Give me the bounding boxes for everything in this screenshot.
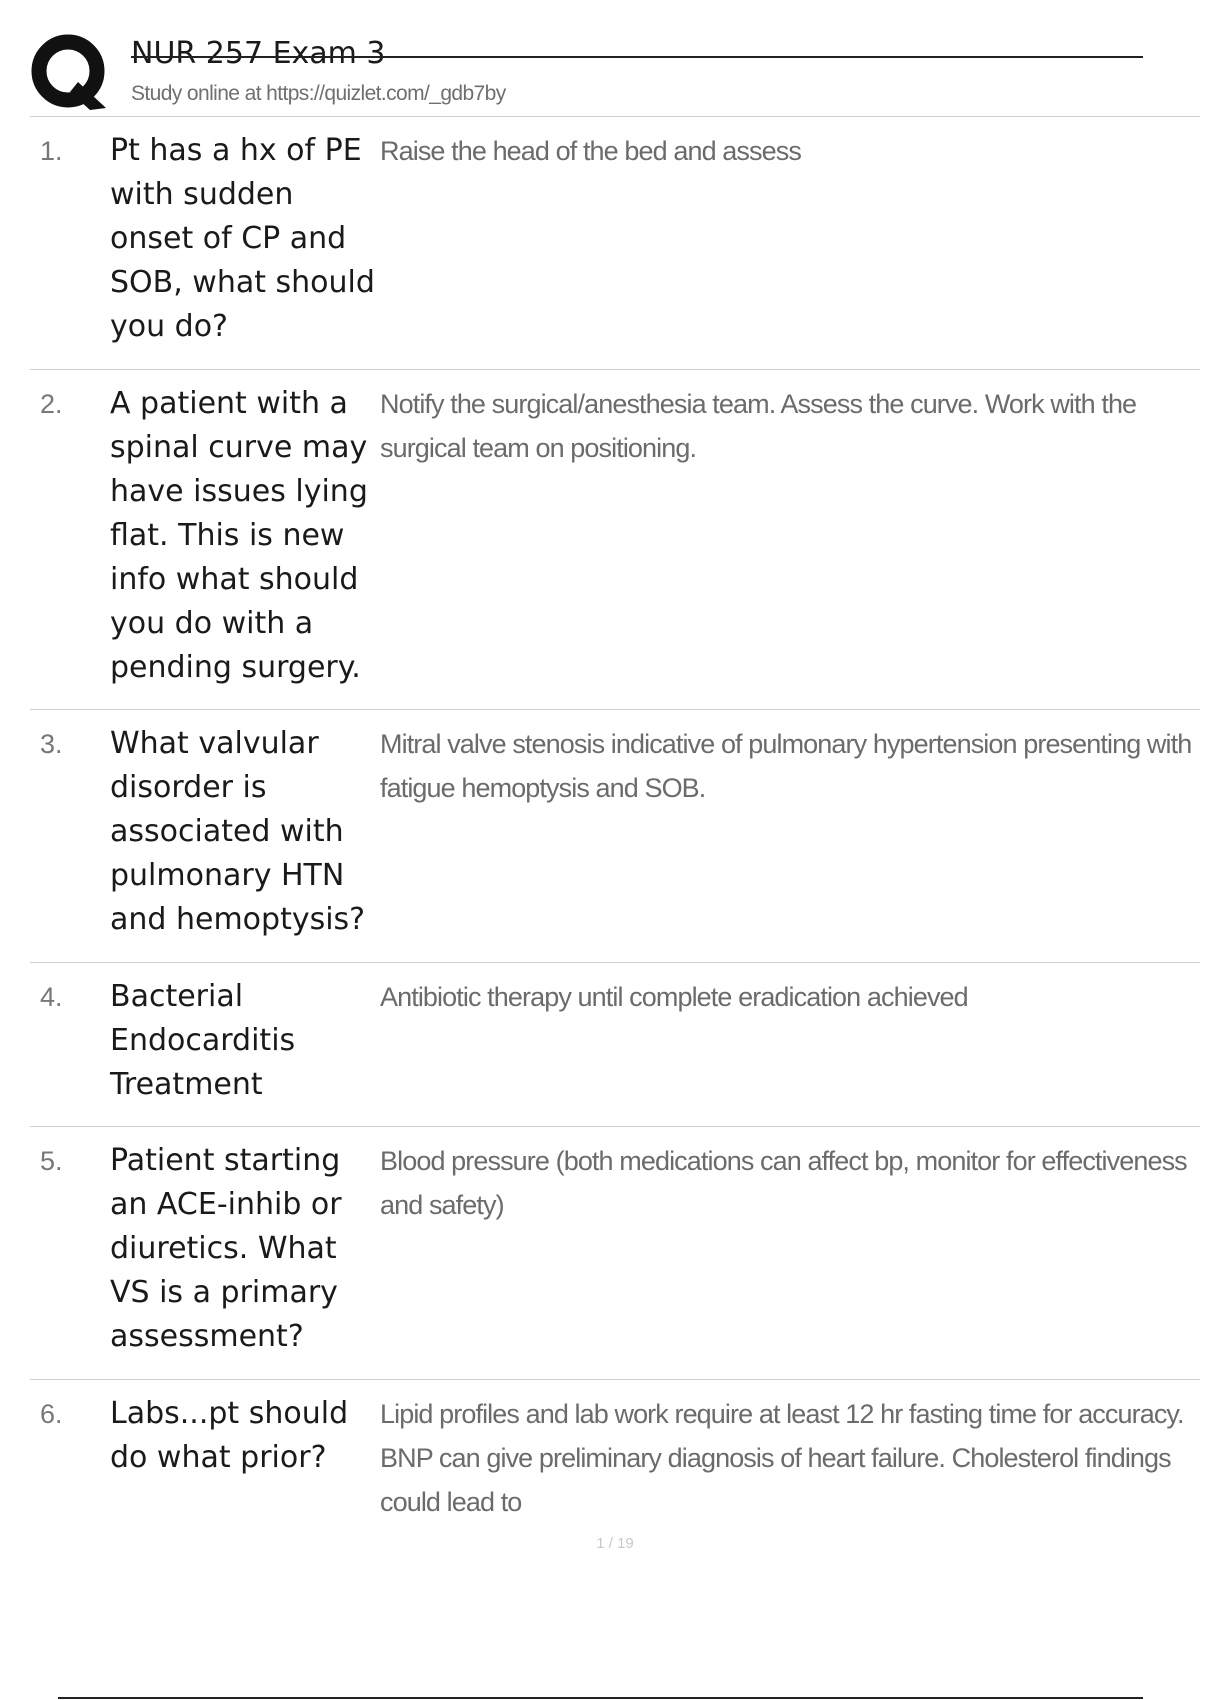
quizlet-q-logo-icon bbox=[30, 32, 112, 114]
page-header bbox=[0, 0, 1200, 118]
card-number: 6. bbox=[40, 1399, 63, 1429]
card-term: Pt has a hx of PE with sudden onset of CP and SOB, what should you do? bbox=[110, 133, 375, 344]
card-number: 5. bbox=[40, 1146, 63, 1176]
flashcard-row bbox=[30, 710, 1200, 963]
card-term: What valvular disorder is associated with pulmonary HTN and hemoptysis? bbox=[110, 726, 366, 937]
document-title: NUR 257 Exam 3 bbox=[131, 36, 386, 71]
card-number: 2. bbox=[40, 389, 63, 419]
card-definition: Notify the surgical/anesthesia team. Assess the curve. Work with the surgical team on positioning. bbox=[380, 389, 1137, 463]
flashcard-row bbox=[30, 1380, 1200, 1517]
card-number: 3. bbox=[40, 729, 63, 759]
card-number: 4. bbox=[40, 982, 63, 1012]
flashcard-list bbox=[30, 117, 1200, 1517]
flashcard-row bbox=[30, 963, 1200, 1127]
flashcard-row bbox=[30, 1127, 1200, 1380]
title-rule bbox=[131, 56, 1143, 58]
footer-rule bbox=[58, 1697, 1143, 1699]
card-term: Bacterial Endocarditis Treatment bbox=[110, 979, 296, 1102]
card-definition: Antibiotic therapy until complete eradication achieved bbox=[380, 982, 968, 1012]
flashcard-row bbox=[30, 117, 1200, 370]
card-definition: Lipid profiles and lab work require at least 12 hr fasting time for accuracy. BNP can give preliminary diagnosis of heart failure. Cholesterol findings could lead to bbox=[380, 1399, 1184, 1517]
card-definition: Blood pressure (both medications can affect bp, monitor for effectiveness and safety) bbox=[380, 1146, 1187, 1220]
card-term: Labs...pt should do what prior? bbox=[110, 1396, 349, 1475]
card-term: Patient starting an ACE-inhib or diuretics. What VS is a primary assessment? bbox=[110, 1143, 342, 1354]
study-link-text[interactable]: Study online at https://quizlet.com/_gdb7by bbox=[131, 82, 506, 105]
card-term: A patient with a spinal curve may have issues lying flat. This is new info what should you do with a pending surgery. bbox=[110, 386, 368, 685]
page-number: 1 / 19 bbox=[596, 1535, 634, 1552]
card-definition: Mitral valve stenosis indicative of pulmonary hypertension presenting with fatigue hemoptysis and SOB. bbox=[380, 729, 1192, 803]
card-definition: Raise the head of the bed and assess bbox=[380, 136, 801, 166]
flashcard-row bbox=[30, 370, 1200, 710]
card-number: 1. bbox=[40, 136, 63, 166]
